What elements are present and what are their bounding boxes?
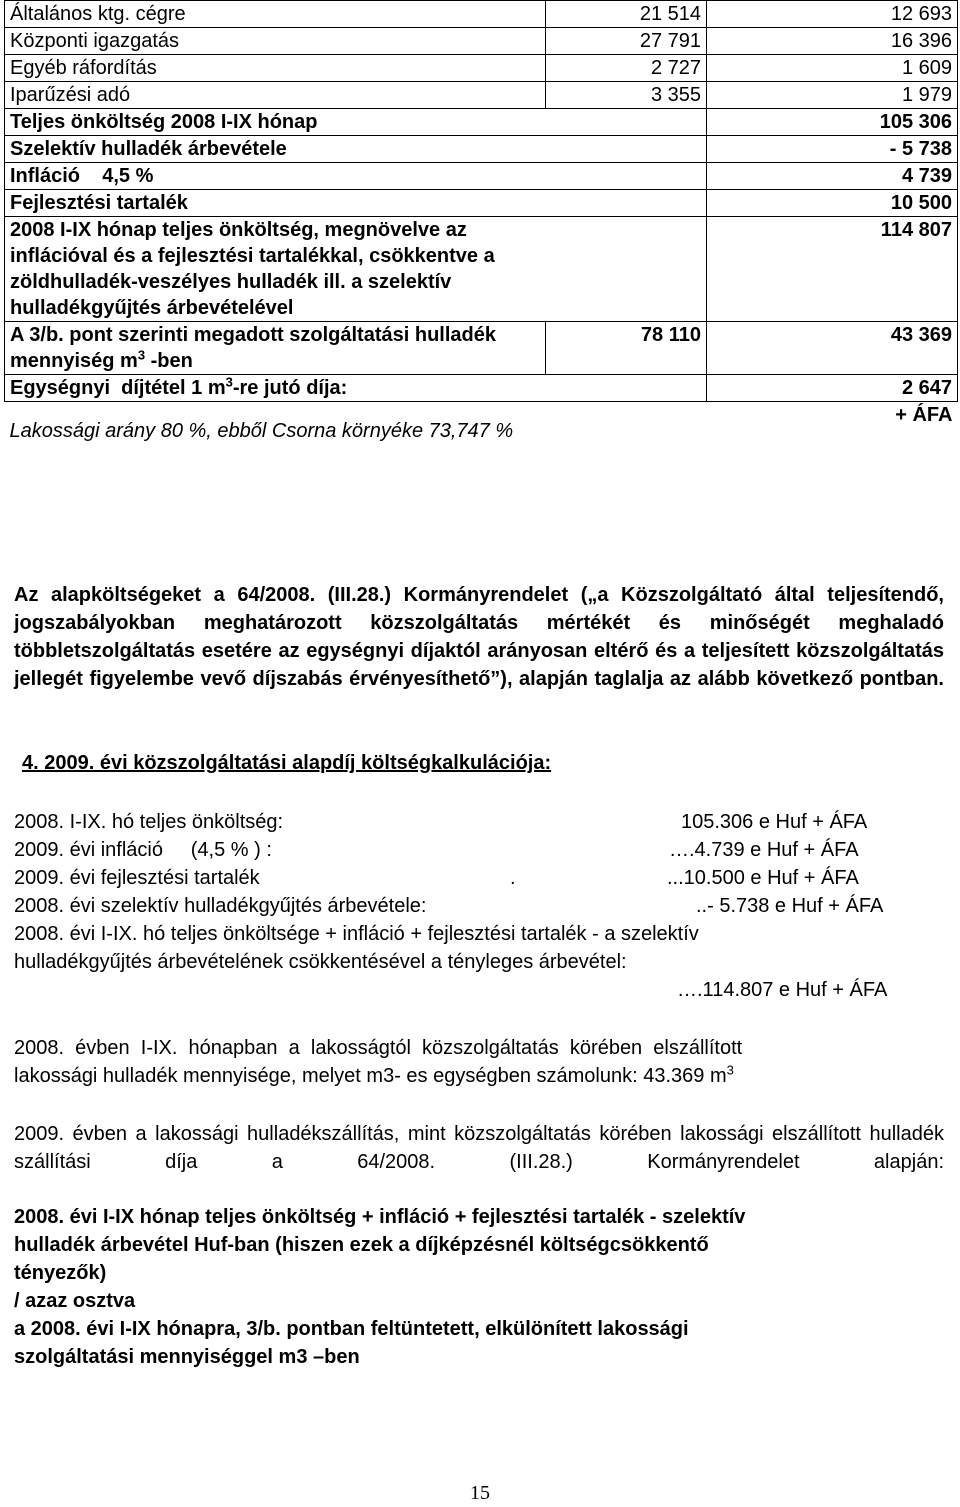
paragraph-2008-text: lakossági hulladék mennyisége, melyet m3- es egységben számolunk: 43.369 m bbox=[14, 1065, 727, 1087]
row-label-suffix: -re jutó díja: bbox=[232, 377, 348, 399]
row-value-2: 105 306 bbox=[707, 109, 958, 136]
calc-long-line: hulladékgyűjtés árbevételének csökkentésével a tényleges árbevétel: bbox=[14, 951, 627, 973]
table-row bbox=[5, 402, 958, 445]
table-row bbox=[5, 217, 958, 322]
row-label: Egyéb ráfordítás bbox=[5, 55, 546, 82]
calc-long-line: 2008. évi I-IX. hó teljes önköltsége + infláció + fejlesztési tartalék - a szelektív bbox=[14, 923, 699, 945]
bold-line: a 2008. évi I-IX hónapra, 3/b. pontban feltüntetett, elkülönített lakossági bbox=[14, 1318, 689, 1340]
section-heading: 4. 2009. évi közszolgáltatási alapdíj költségkalkulációja: bbox=[22, 752, 552, 774]
superscript: 3 bbox=[137, 347, 146, 363]
row-value-2: 16 396 bbox=[707, 28, 958, 55]
paragraph-alapkoltseg: Az alapköltségeket a 64/2008. (III.28.) Kormányrendelet („a Közszolgáltató által teljesítendő, jogszabályokban meghatározott közszolgáltatás mértékét és minőségét meghaladó többletszolgáltatás esetére az egységnyi díjaktól arányosan eltérő és a teljesített közszolgáltatás jellegét figyelembe vevő díjszabás érvényesíthető”), alapján taglalja az alább következő pontban. bbox=[14, 584, 944, 690]
page-number: 15 bbox=[470, 1482, 490, 1504]
table-row bbox=[5, 1, 958, 28]
row-label: Teljes önköltség 2008 I-IX hónap bbox=[5, 109, 707, 136]
paragraph-2008-line bbox=[14, 1062, 734, 1090]
cost-table bbox=[4, 0, 958, 444]
paragraph-2009: 2009. évben a lakossági hulladékszállítás, mint közszolgáltatás körében lakossági elszállított hulladék szállítási díja a 64/2008. (III.28.) Kormányrendelet alapján: bbox=[14, 1123, 944, 1173]
row-value-1: 21 514 bbox=[546, 1, 707, 28]
row-value-1: 27 791 bbox=[546, 28, 707, 55]
row-value-2: 1 979 bbox=[707, 82, 958, 109]
calc-value: 105.306 e Huf + ÁFA bbox=[681, 811, 868, 833]
row-label: Központi igazgatás bbox=[5, 28, 546, 55]
row-label: Infláció 4,5 % bbox=[5, 163, 707, 190]
table-row bbox=[5, 322, 958, 375]
table-row bbox=[5, 82, 958, 109]
bold-line: szolgáltatási mennyiséggel m3 –ben bbox=[14, 1346, 360, 1368]
calc-label: 2009. évi fejlesztési tartalék bbox=[14, 867, 260, 889]
calc-value: ..- 5.738 e Huf + ÁFA bbox=[696, 895, 884, 917]
calc-label: 2008. I-IX. hó teljes önköltség: bbox=[14, 811, 284, 833]
calc-value: ...10.500 e Huf + ÁFA bbox=[667, 867, 859, 889]
table-row bbox=[5, 375, 958, 402]
row-label bbox=[5, 375, 707, 402]
calc-label: 2009. évi infláció (4,5 % ) : bbox=[14, 839, 272, 861]
row-label: Lakossági arány 80 %, ebből Csorna környéke 73,747 % bbox=[9, 420, 514, 442]
calc-label: 2008. évi szelektív hulladékgyűjtés árbevétele: bbox=[14, 895, 427, 917]
row-value-2: 1 609 bbox=[707, 55, 958, 82]
row-value-1: 2 727 bbox=[546, 55, 707, 82]
bold-line: tényezők) bbox=[14, 1262, 107, 1284]
table-row bbox=[5, 190, 958, 217]
table-row bbox=[5, 28, 958, 55]
row-label: Általános ktg. cégre bbox=[5, 1, 546, 28]
row-label-text: A 3/b. pont szerinti megadott szolgáltatási hulladék mennyiség m bbox=[10, 324, 496, 372]
calc-value: ….4.739 e Huf + ÁFA bbox=[669, 839, 859, 861]
bold-line: 2008. évi I-IX hónap teljes önköltség + infláció + fejlesztési tartalék - szelektív bbox=[14, 1206, 746, 1228]
row-label: Iparűzési adó bbox=[5, 82, 546, 109]
calc-total: ….114.807 e Huf + ÁFA bbox=[677, 979, 888, 1001]
row-value-1: 3 355 bbox=[546, 82, 707, 109]
bold-line: hulladék árbevétel Huf-ban (hiszen ezek a díjképzésnél költségcsökkentő bbox=[14, 1234, 709, 1256]
row-value-2: 2 647 bbox=[707, 375, 958, 402]
row-label-text: Egységnyi díjtétel 1 m bbox=[10, 377, 226, 399]
paragraph-2008-line: 2008. évben I-IX. hónapban a lakosságtól közszolgáltatás körében elszállított bbox=[14, 1037, 743, 1059]
table-row bbox=[5, 163, 958, 190]
row-value-2: - 5 738 bbox=[707, 136, 958, 163]
row-value-2: 12 693 bbox=[707, 1, 958, 28]
row-value-2: 114 807 bbox=[707, 217, 958, 322]
row-value-2: + ÁFA bbox=[895, 404, 953, 426]
bold-line: / azaz osztva bbox=[14, 1290, 136, 1312]
table-row bbox=[5, 109, 958, 136]
row-label: Fejlesztési tartalék bbox=[5, 190, 707, 217]
row-value-2: 43 369 bbox=[707, 322, 958, 375]
row-label: Szelektív hulladék árbevétele bbox=[5, 136, 707, 163]
row-label-suffix: -ben bbox=[145, 350, 193, 372]
row-label: 2008 I-IX hónap teljes önköltség, megnövelve az inflációval és a fejlesztési tartalékkal, csökkentve a zöldhulladék-veszélyes hulladék ill. a szelektív hulladékgyűjtés árbevételével bbox=[5, 217, 707, 322]
calc-dot: . bbox=[510, 867, 516, 889]
superscript: 3 bbox=[726, 1062, 734, 1078]
row-label bbox=[5, 322, 546, 375]
row-value-2: 10 500 bbox=[707, 190, 958, 217]
superscript: 3 bbox=[225, 374, 233, 390]
table-row bbox=[5, 55, 958, 82]
row-value-2: 4 739 bbox=[707, 163, 958, 190]
row-value-1: 78 110 bbox=[546, 322, 707, 375]
table-row bbox=[5, 136, 958, 163]
